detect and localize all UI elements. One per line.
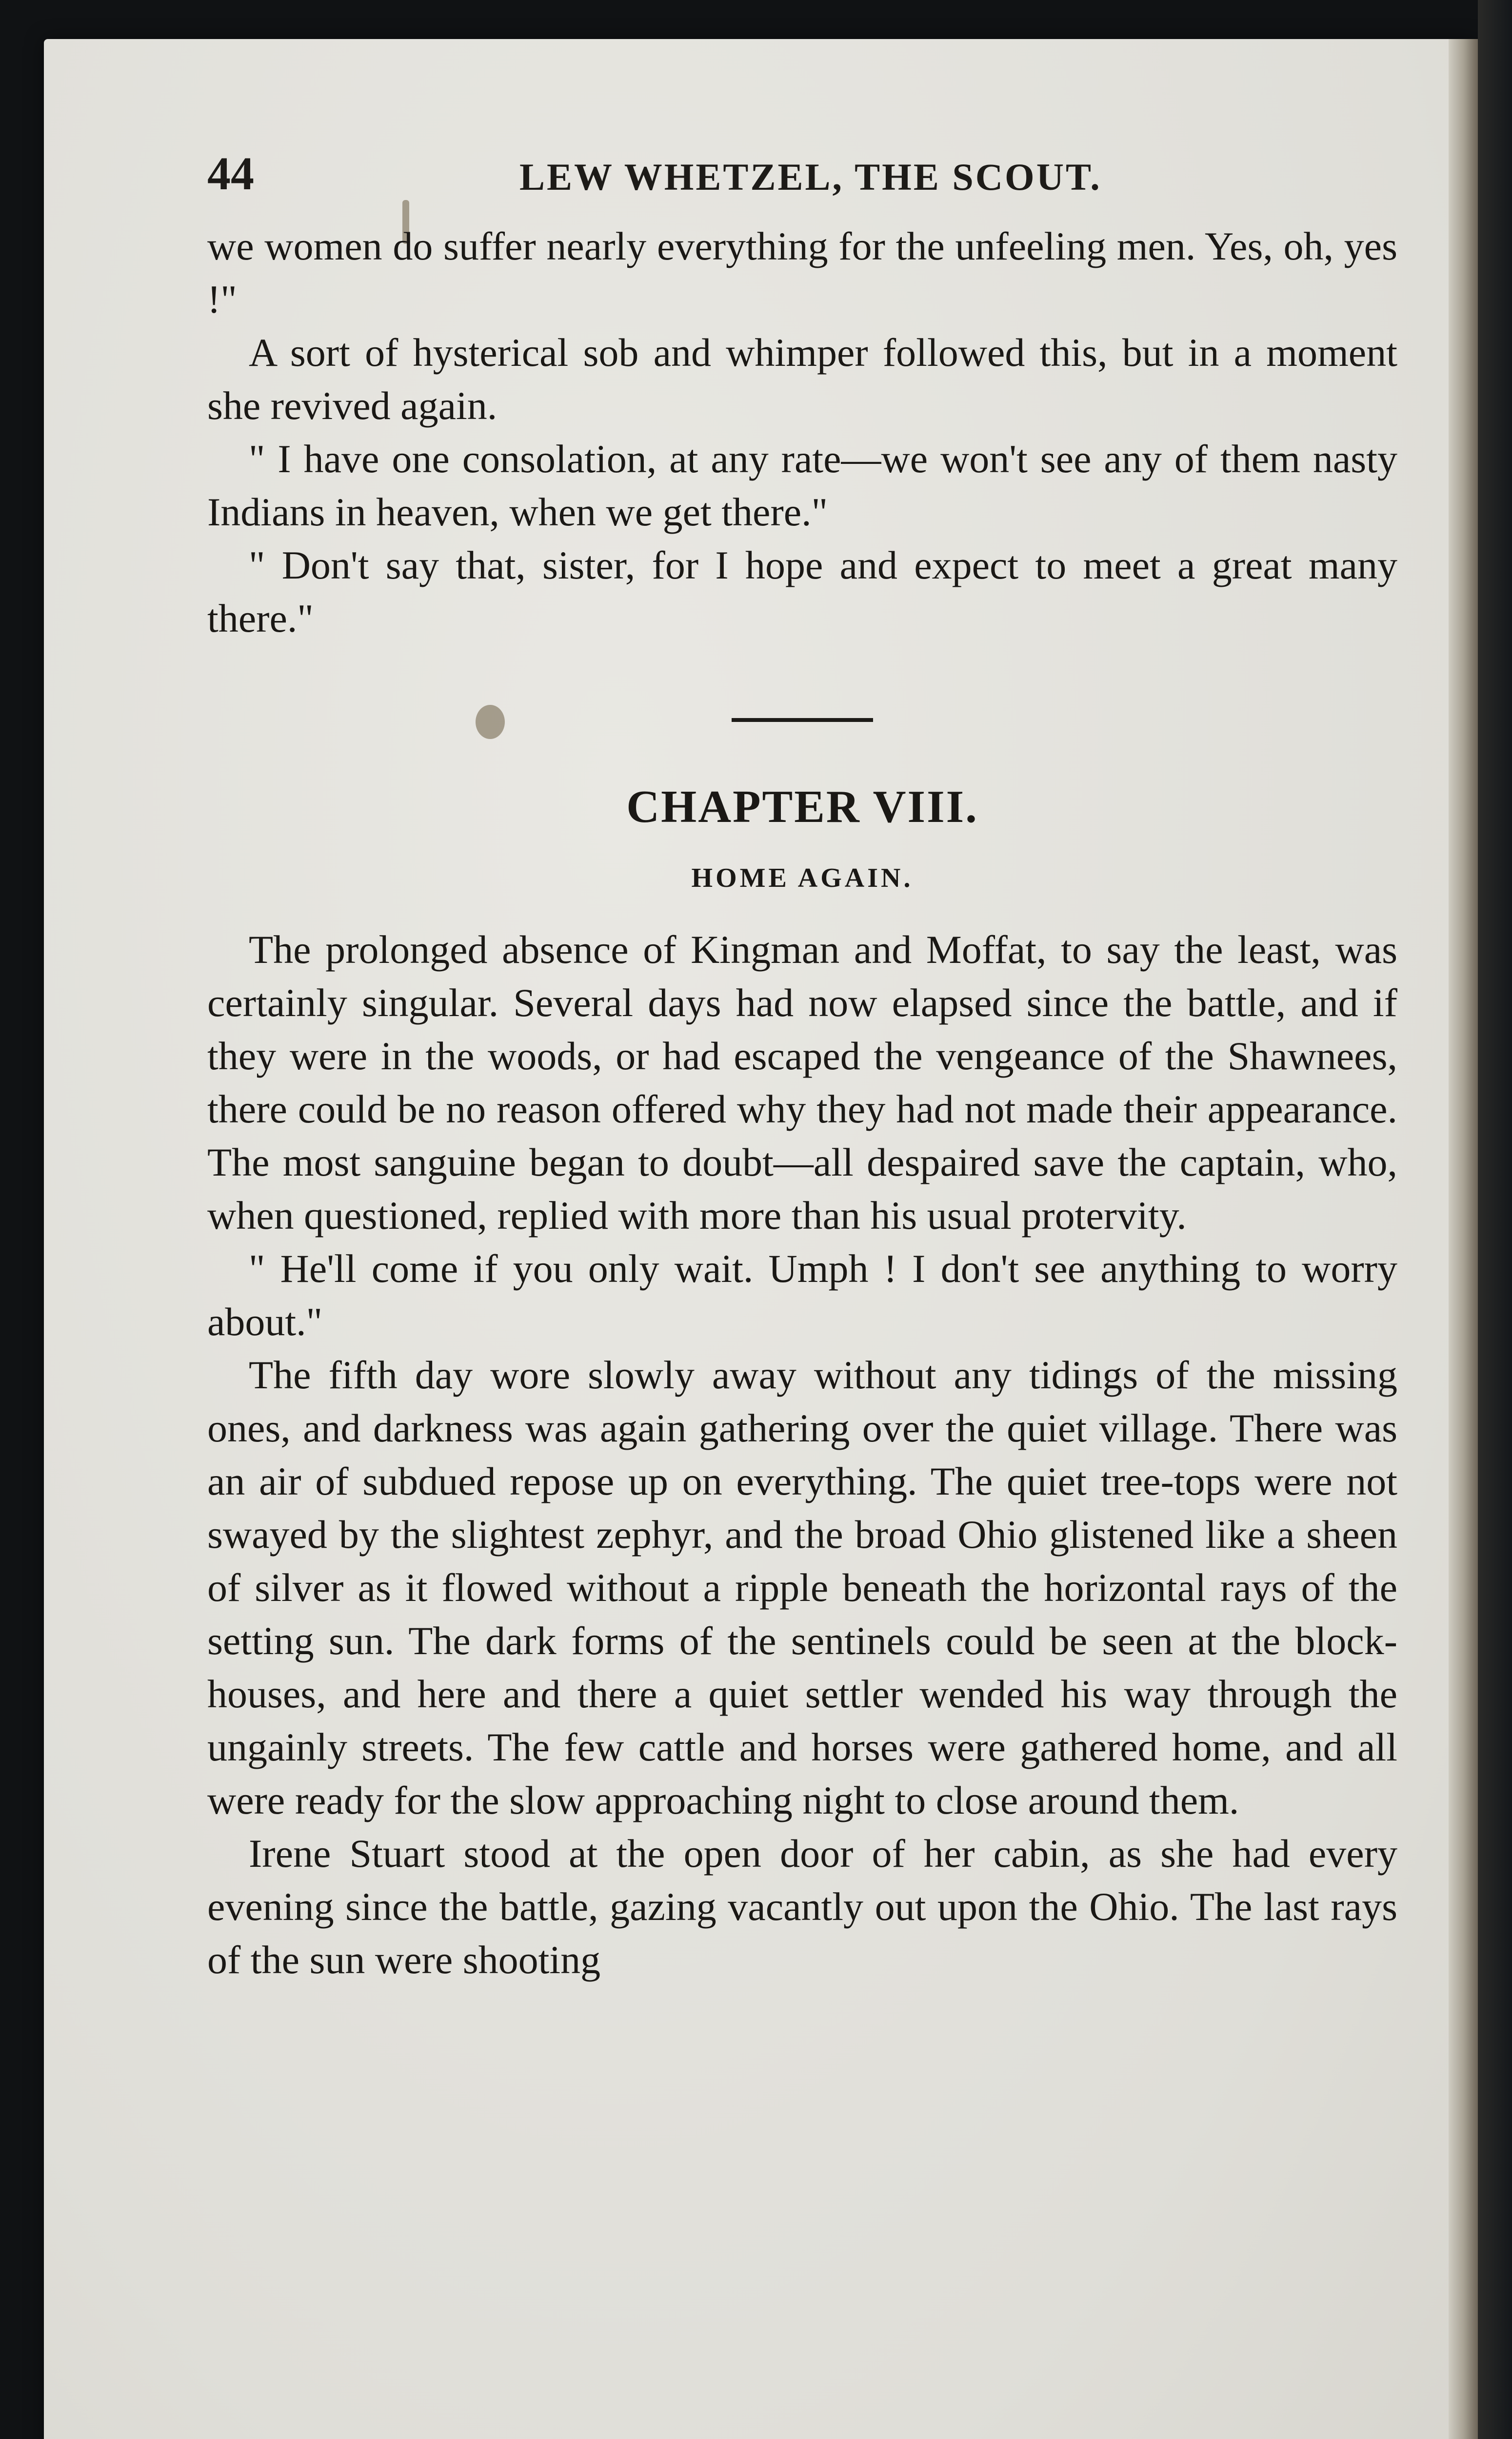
chapter-title: CHAPTER VIII.	[626, 781, 978, 832]
body-text	[207, 220, 1397, 1986]
section-divider	[732, 718, 873, 722]
paragraph: The fifth day wore slowly away without any tidings of the missing ones, and darkness was again gathering over the quiet village. There was an air of subdued repose up on everything. The quiet tree-tops were not swayed by the slightest zephyr, and the broad Ohio glistened like a sheen of silver as it flowed without a ripple beneath the horizontal rays of the setting sun. The dark forms of the sentinels could be seen at the block-houses, and here and there a quiet settler wended his way through the ungainly streets. The few cattle and horses were gathered home, and all were ready for the slow approaching night to close around them.	[207, 1353, 1397, 1822]
paragraph: " Don't say that, sister, for I hope and expect to meet a great many there."	[207, 543, 1397, 640]
paragraph: Irene Stuart stood at the open door of her cabin, as she had every evening since the battle, gazing vacantly out upon the Ohio. The last rays of the sun were shooting	[207, 1831, 1397, 1982]
book-spine	[1478, 0, 1512, 2439]
paragraph: A sort of hysterical sob and whimper followed this, but in a moment she revived again.	[207, 330, 1397, 428]
paragraph: we women do suffer nearly everything for the unfeeling men. Yes, oh, yes !"	[207, 224, 1397, 321]
chapter-subtitle: HOME AGAIN.	[691, 863, 914, 893]
paragraph: The prolonged absence of Kingman and Moffat, to say the least, was certainly singular. Several days had now elapsed since the battle, and if they were in the woods, or had escaped the vengeance of the Shawnees, there could be no reason offered why they had not made their appearance. The most sanguine began to doubt—all despaired save the captain, who, when questioned, replied with more than his usual protervity.	[207, 927, 1397, 1238]
page-header	[207, 146, 1407, 210]
paragraph: " He'll come if you only wait. Umph ! I don't see anything to worry about."	[207, 1246, 1397, 1344]
running-head: LEW WHETZEL, THE SCOUT.	[519, 156, 1102, 198]
page-number: 44	[207, 147, 254, 200]
paragraph: " I have one consolation, at any rate—we won't see any of them nasty Indians in heaven, when we get there."	[207, 437, 1397, 534]
page-edge	[1449, 39, 1478, 2439]
